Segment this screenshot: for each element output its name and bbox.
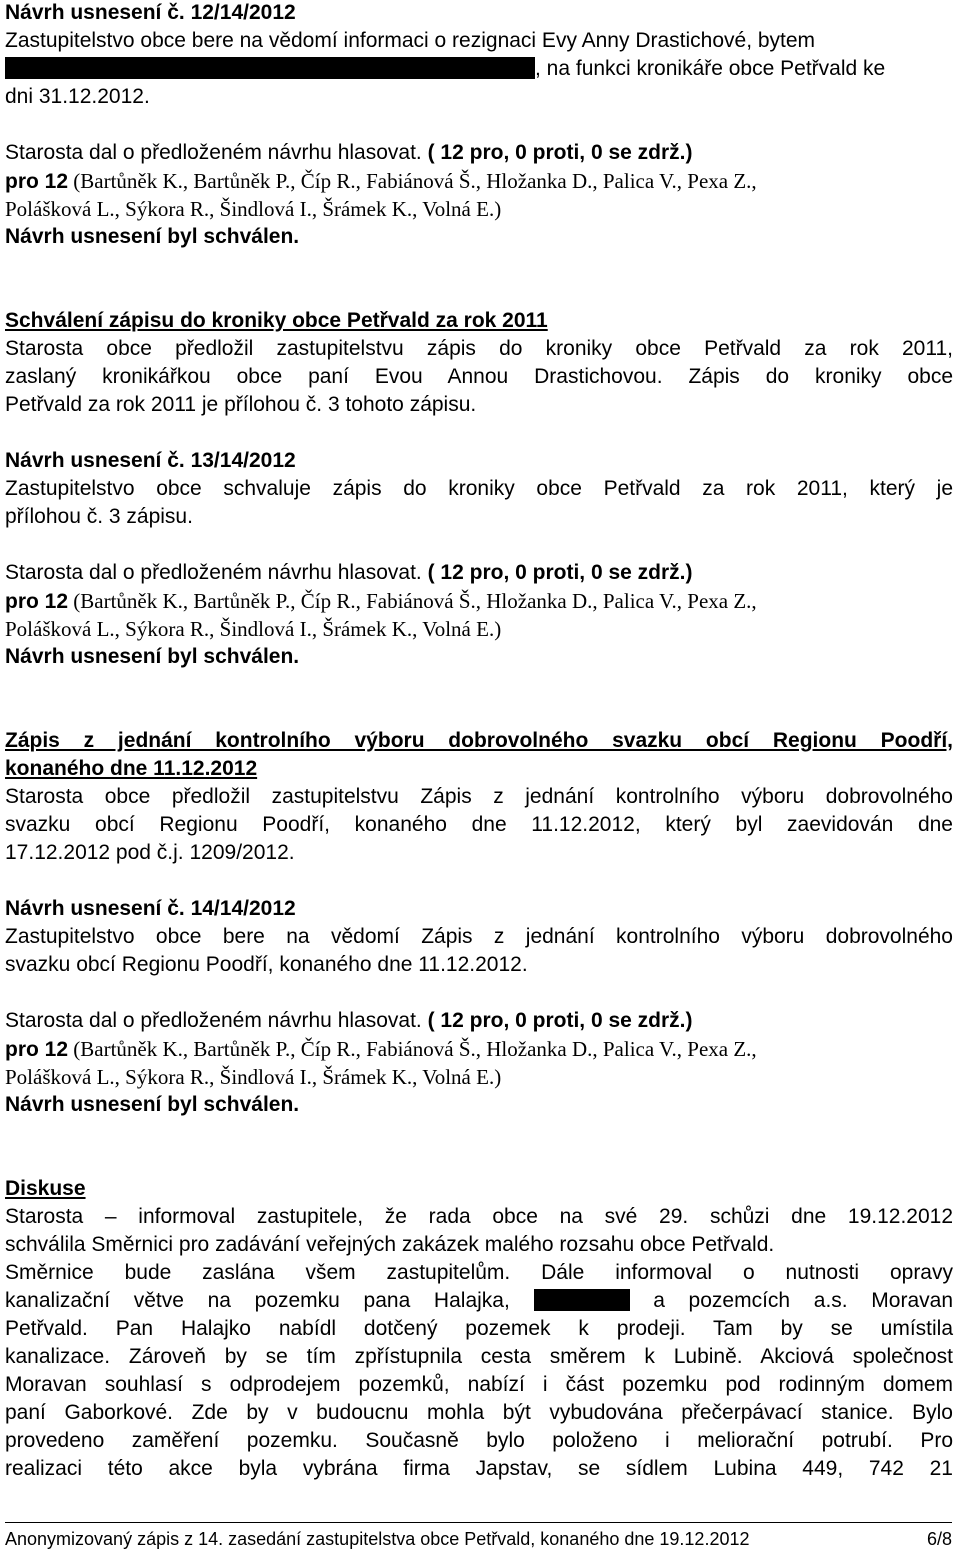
vote-names-line: Polášková L., Sýkora R., Šindlová I., Šrámek K., Volná E.) xyxy=(5,1065,502,1089)
vote-statement xyxy=(5,560,692,586)
section-heading-kontrolni-vybor: Zápis z jednání kontrolního výboru dobrovolného svazku obcí Regionu Poodří, xyxy=(5,729,953,752)
vote-counts: ( 12 pro, 0 proti, 0 se zdrž.) xyxy=(427,1009,693,1032)
paragraph-line: zaslaný kronikářkou obce paní Evou Annou Drastichovou. Zápis do kroniky obce xyxy=(5,365,953,388)
redaction-bar xyxy=(5,57,535,79)
redaction-bar xyxy=(534,1289,630,1311)
paragraph-line: kanalizace. Zároveň by se tím zpřístupnila cesta směrem k Lubině. Akciová společnost xyxy=(5,1345,953,1368)
resolution-12-text-line xyxy=(5,56,885,82)
vote-statement xyxy=(5,1008,692,1034)
resolution-result: Návrh usnesení byl schválen. xyxy=(5,1093,300,1116)
vote-intro: Starosta dal o předloženém návrhu hlasovat. xyxy=(5,1009,428,1032)
vote-names: (Bartůněk K., Bartůněk P., Číp R., Fabiánová Š., Hložanka D., Palica V., Pexa Z., xyxy=(68,1037,757,1061)
footer-text: Anonymizovaný zápis z 14. zasedání zastupitelstva obce Petřvald, konaného dne 19.12.2012 xyxy=(5,1529,750,1549)
paragraph-line xyxy=(5,1288,953,1314)
vote-names: (Bartůněk K., Bartůněk P., Číp R., Fabiánová Š., Hložanka D., Palica V., Pexa Z., xyxy=(68,169,757,193)
vote-names: (Bartůněk K., Bartůněk P., Číp R., Fabiánová Š., Hložanka D., Palica V., Pexa Z., xyxy=(68,589,757,613)
resolution-13-title: Návrh usnesení č. 13/14/2012 xyxy=(5,449,296,472)
section-heading-diskuse: Diskuse xyxy=(5,1177,86,1200)
paragraph-line: svazku obcí Regionu Poodří, konaného dne 11.12.2012, který byl zaevidován dne xyxy=(5,813,953,836)
resolution-14-text-line: Zastupitelstvo obce bere na vědomí Zápis z jednání kontrolního výboru dobrovolného xyxy=(5,925,953,948)
vote-pro: pro 12 xyxy=(5,1038,69,1061)
paragraph-line: Starosta – informoval zastupitele, že rada obce na své 29. schůzi dne 19.12.2012 xyxy=(5,1205,953,1228)
resolution-12-text-line: dni 31.12.2012. xyxy=(5,85,150,108)
vote-statement xyxy=(5,140,692,166)
paragraph-line: Směrnice bude zaslána všem zastupitelům. Dále informoval o nutnosti opravy xyxy=(5,1261,953,1284)
vote-names-line xyxy=(5,168,757,195)
vote-names-line xyxy=(5,588,757,615)
vote-names-line: Polášková L., Sýkora R., Šindlová I., Šrámek K., Volná E.) xyxy=(5,617,502,641)
resolution-13-text-line: přílohou č. 3 zápisu. xyxy=(5,505,193,528)
paragraph-line: provedeno zaměření pozemku. Současně bylo položeno i meliorační potrubí. Pro xyxy=(5,1429,953,1452)
vote-intro: Starosta dal o předloženém návrhu hlasovat. xyxy=(5,141,428,164)
paragraph-line: schválila Směrnici pro zadávání veřejných zakázek malého rozsahu obce Petřvald. xyxy=(5,1233,775,1256)
paragraph-segment: a pozemcích a.s. Moravan xyxy=(653,1289,953,1312)
page-number: 6/8 xyxy=(926,1529,952,1549)
paragraph-line: paní Gaborkové. Zde by v budoucnu mohla být vybudována přečerpávací stanice. Bylo xyxy=(5,1401,953,1424)
vote-names-line xyxy=(5,1036,757,1063)
vote-pro: pro 12 xyxy=(5,590,69,613)
paragraph-line: Moravan souhlasí s odprodejem pozemků, nabízí i část pozemku pod rodinným domem xyxy=(5,1373,953,1396)
resolution-14-text-line: svazku obcí Regionu Poodří, konaného dne 11.12.2012. xyxy=(5,953,528,976)
resolution-12-title: Návrh usnesení č. 12/14/2012 xyxy=(5,1,296,24)
section-heading-kontrolni-vybor-line2: konaného dne 11.12.2012 xyxy=(5,757,258,780)
resolution-12-text-line: Zastupitelstvo obce bere na vědomí informaci o rezignaci Evy Anny Drastichové, bytem xyxy=(5,29,816,52)
paragraph-segment: kanalizační větve na pozemku pana Halajka, xyxy=(5,1289,510,1312)
resolution-13-text-line: Zastupitelstvo obce schvaluje zápis do kroniky obce Petřvald za rok 2011, který je xyxy=(5,477,953,500)
resolution-result: Návrh usnesení byl schválen. xyxy=(5,225,300,248)
vote-names-line: Polášková L., Sýkora R., Šindlová I., Šrámek K., Volná E.) xyxy=(5,197,502,221)
vote-counts: ( 12 pro, 0 proti, 0 se zdrž.) xyxy=(427,141,693,164)
resolution-result: Návrh usnesení byl schválen. xyxy=(5,645,300,668)
page-footer xyxy=(5,1522,952,1551)
vote-counts: ( 12 pro, 0 proti, 0 se zdrž.) xyxy=(427,561,693,584)
paragraph-line: Starosta obce předložil zastupitelstvu zápis do kroniky obce Petřvald za rok 2011, xyxy=(5,337,953,360)
paragraph-line: Petřvald. Pan Halajko nabídl dotčený pozemek k prodeji. Tam by se umístila xyxy=(5,1317,953,1340)
paragraph-line: Petřvald za rok 2011 je přílohou č. 3 tohoto zápisu. xyxy=(5,393,477,416)
paragraph-line: Starosta obce předložil zastupitelstvu Zápis z jednání kontrolního výboru dobrovolného xyxy=(5,785,953,808)
paragraph-line: 17.12.2012 pod č.j. 1209/2012. xyxy=(5,841,295,864)
section-heading-kronika: Schválení zápisu do kroniky obce Petřvald za rok 2011 xyxy=(5,309,548,332)
paragraph-line: realizaci této akce byla vybrána firma Japstav, se sídlem Lubina 449, 742 21 xyxy=(5,1457,953,1480)
resolution-12-text-tail: , na funkci kronikáře obce Petřvald ke xyxy=(535,57,886,80)
vote-pro: pro 12 xyxy=(5,170,69,193)
resolution-14-title: Návrh usnesení č. 14/14/2012 xyxy=(5,897,296,920)
vote-intro: Starosta dal o předloženém návrhu hlasovat. xyxy=(5,561,428,584)
